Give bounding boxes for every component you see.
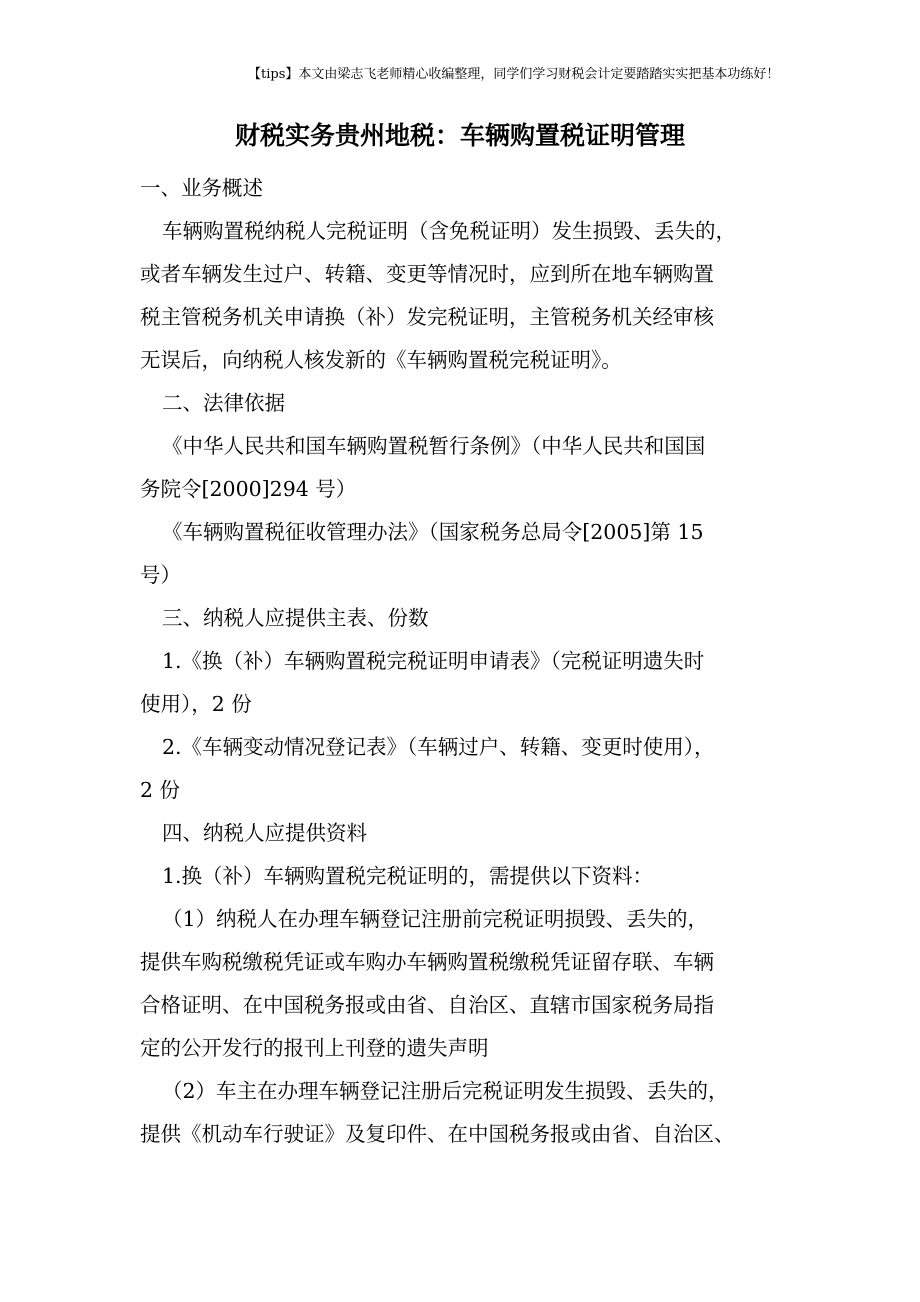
list-item-line: （1）纳税人在办理车辆登记注册前完税证明损毁、丢失的， xyxy=(162,907,709,931)
paragraph-line: 税主管税务机关申请换（补）发完税证明，主管税务机关经审核 xyxy=(140,305,714,329)
paragraph-line: 《中华人民共和国车辆购置税暂行条例》（中华人民共和国国 xyxy=(162,434,706,458)
paragraph-line: 务院令[2000]294 号） xyxy=(140,477,357,501)
section-heading-legal-basis: 二、法律依据 xyxy=(162,391,285,415)
section-heading-materials: 四、纳税人应提供资料 xyxy=(162,821,367,845)
paragraph-line: 车辆购置税纳税人完税证明（含免税证明）发生损毁、丢失的， xyxy=(162,219,736,243)
paragraph-line: 号） xyxy=(140,563,181,587)
list-item-line: 1.换（补）车辆购置税完税证明的，需提供以下资料： xyxy=(162,864,654,888)
section-heading-main-forms: 三、纳税人应提供主表、份数 xyxy=(162,606,429,630)
list-item-line: （2）车主在办理车辆登记注册后完税证明发生损毁、丢失的， xyxy=(162,1079,729,1103)
document-title: 财税实务贵州地税：车辆购置税证明管理 xyxy=(234,121,685,150)
list-item-line: 使用），2 份 xyxy=(140,692,252,716)
section-heading-overview: 一、业务概述 xyxy=(140,176,263,200)
tips-header: 【tips】本文由梁志飞老师精心收编整理，同学们学习财税会计定要踏踏实实把基本功练好！ xyxy=(248,67,780,82)
list-item-line: 2 份 xyxy=(140,778,181,802)
paragraph-line: 合格证明、在中国税务报或由省、自治区、直辖市国家税务局指 xyxy=(140,993,714,1017)
paragraph-line: 提供车购税缴税凭证或车购办车辆购置税缴税凭证留存联、车辆 xyxy=(140,950,714,974)
paragraph-line: 《车辆购置税征收管理办法》（国家税务总局令[2005]第 15 xyxy=(162,520,704,544)
paragraph-line: 提供《机动车行驶证》及复印件、在中国税务报或由省、自治区、 xyxy=(140,1122,735,1146)
paragraph-line: 或者车辆发生过户、转籍、变更等情况时，应到所在地车辆购置 xyxy=(140,262,714,286)
list-item-line: 2.《车辆变动情况登记表》（车辆过户、转籍、变更时使用）， xyxy=(162,735,715,759)
paragraph-line: 无误后，向纳税人核发新的《车辆购置税完税证明》。 xyxy=(140,348,622,372)
list-item-line: 1.《换（补）车辆购置税完税证明申请表》（完税证明遗失时 xyxy=(162,649,705,673)
paragraph-line: 定的公开发行的报刊上刊登的遗失声明 xyxy=(140,1036,489,1060)
